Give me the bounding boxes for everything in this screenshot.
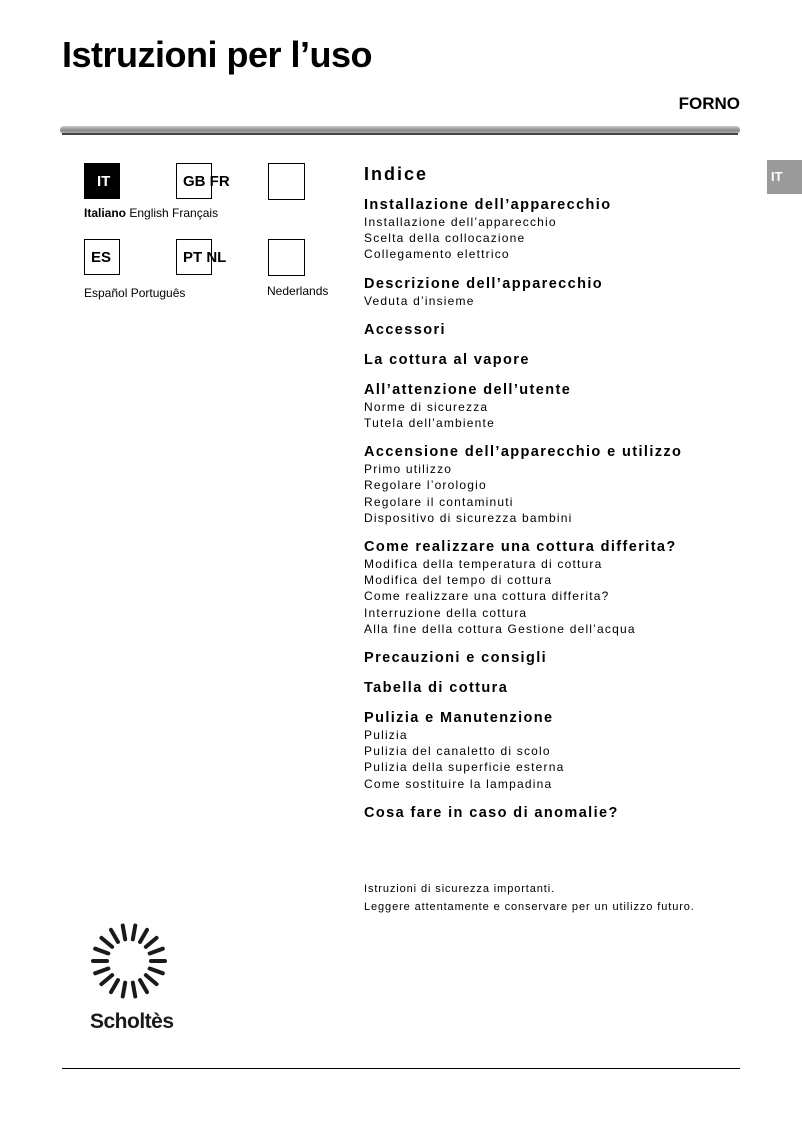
- toc-subitem[interactable]: Dispositivo di sicurezza bambini: [364, 510, 573, 525]
- toc-subitem[interactable]: Installazione dell’apparecchio: [364, 215, 557, 229]
- logo-ray: [150, 949, 163, 954]
- lang-label-english-francais: English Français: [129, 206, 219, 220]
- safety-note: [364, 880, 695, 916]
- toc-section-title[interactable]: Precauzioni e consigli: [364, 650, 548, 667]
- logo-ray: [95, 949, 108, 954]
- logo-ray: [123, 926, 125, 940]
- page-title: Istruzioni per l’uso: [62, 34, 373, 75]
- logo-ray: [140, 980, 147, 992]
- toc-sections: [364, 197, 754, 822]
- toc-section-title[interactable]: Accensione dell’apparecchio e utilizzo: [364, 444, 683, 461]
- footer-divider: [62, 1068, 740, 1069]
- logo-ray: [111, 980, 118, 992]
- lang-box-gb-fr[interactable]: GB FR: [176, 163, 212, 199]
- safety-note-line1: Istruzioni di sicurezza importanti.: [364, 883, 556, 895]
- lang-box-empty-1: [268, 163, 305, 200]
- toc-heading: Indice: [364, 164, 429, 184]
- toc-subitem[interactable]: Scelta della collocazione: [364, 231, 526, 246]
- toc-subitem[interactable]: Pulizia: [364, 728, 408, 743]
- toc-section: [364, 444, 754, 526]
- lang-label-espanol-portugues: Español Português: [84, 286, 186, 300]
- toc-section: [364, 322, 754, 339]
- toc-section-title[interactable]: Come realizzare una cottura differita?: [364, 539, 677, 556]
- logo-ray: [133, 926, 135, 940]
- language-side-tab: IT: [767, 160, 802, 194]
- toc-section: [364, 805, 754, 822]
- brand-name: Scholtès: [90, 1010, 174, 1033]
- toc-section-title[interactable]: Tabella di cottura: [364, 680, 509, 697]
- lang-box-it[interactable]: IT: [84, 163, 120, 199]
- toc-subitem[interactable]: Come realizzare una cottura differita?: [364, 589, 610, 604]
- toc-section: [364, 539, 754, 637]
- toc-section: [364, 710, 754, 792]
- toc-section-title[interactable]: Accessori: [364, 321, 446, 338]
- toc-section: [364, 650, 754, 667]
- toc-section: [364, 197, 754, 263]
- table-of-contents: [364, 164, 754, 835]
- toc-section-title[interactable]: La cottura al vapore: [364, 351, 530, 368]
- lang-box-empty-2: [268, 239, 305, 276]
- logo-ray: [123, 983, 125, 997]
- toc-section-title[interactable]: All’attenzione dell’utente: [364, 381, 572, 398]
- toc-subitem[interactable]: Norme di sicurezza: [364, 399, 489, 414]
- toc-section-title[interactable]: Cosa fare in caso di anomalie?: [364, 804, 619, 821]
- toc-subitem[interactable]: Veduta d’insieme: [364, 293, 475, 308]
- toc-section: [364, 680, 754, 697]
- toc-subitem[interactable]: Modifica del tempo di cottura: [364, 573, 553, 588]
- toc-section: [364, 276, 754, 309]
- logo-ray: [101, 975, 112, 984]
- safety-note-line2: Leggere attentamente e conservare per un utilizzo futuro.: [364, 901, 695, 913]
- logo-ray: [140, 930, 147, 942]
- header-divider-line: [62, 133, 738, 135]
- product-name: FORNO: [678, 94, 740, 113]
- logo-ray: [146, 938, 157, 947]
- toc-section-title[interactable]: Installazione dell’apparecchio: [364, 197, 612, 213]
- toc-subitem[interactable]: Come sostituire la lampadina: [364, 776, 553, 791]
- toc-subitem[interactable]: Regolare il contaminuti: [364, 494, 514, 509]
- lang-label-italiano: Italiano: [84, 206, 127, 220]
- toc-subitem[interactable]: Regolare l’orologio: [364, 478, 487, 493]
- toc-section: [364, 382, 754, 431]
- toc-section-title[interactable]: Descrizione dell’apparecchio: [364, 275, 604, 292]
- lang-box-pt-nl[interactable]: PT NL: [176, 239, 212, 275]
- logo-ray: [150, 969, 163, 974]
- toc-subitem[interactable]: Pulizia del canaletto di scolo: [364, 744, 551, 759]
- toc-section: [364, 352, 754, 369]
- lang-box-es[interactable]: ES: [84, 239, 120, 275]
- logo-ray: [101, 938, 112, 947]
- lang-labels-row1: [84, 206, 218, 220]
- toc-subitem[interactable]: Pulizia della superficie esterna: [364, 760, 565, 775]
- logo-ray: [146, 975, 157, 984]
- toc-subitem[interactable]: Primo utilizzo: [364, 462, 453, 477]
- logo-ray: [133, 983, 135, 997]
- toc-subitem[interactable]: Modifica della temperatura di cottura: [364, 557, 603, 572]
- toc-section-title[interactable]: Pulizia e Manutenzione: [364, 710, 554, 727]
- toc-subitem[interactable]: Tutela dell’ambiente: [364, 416, 495, 431]
- toc-subitem[interactable]: Collegamento elettrico: [364, 247, 510, 262]
- logo-ray: [95, 969, 108, 974]
- logo-ray: [111, 930, 118, 942]
- toc-subitem[interactable]: Interruzione della cottura: [364, 605, 528, 620]
- toc-subitem[interactable]: Alla fine della cottura Gestione dell’acqua: [364, 621, 636, 636]
- lang-label-nederlands: Nederlands: [267, 284, 329, 298]
